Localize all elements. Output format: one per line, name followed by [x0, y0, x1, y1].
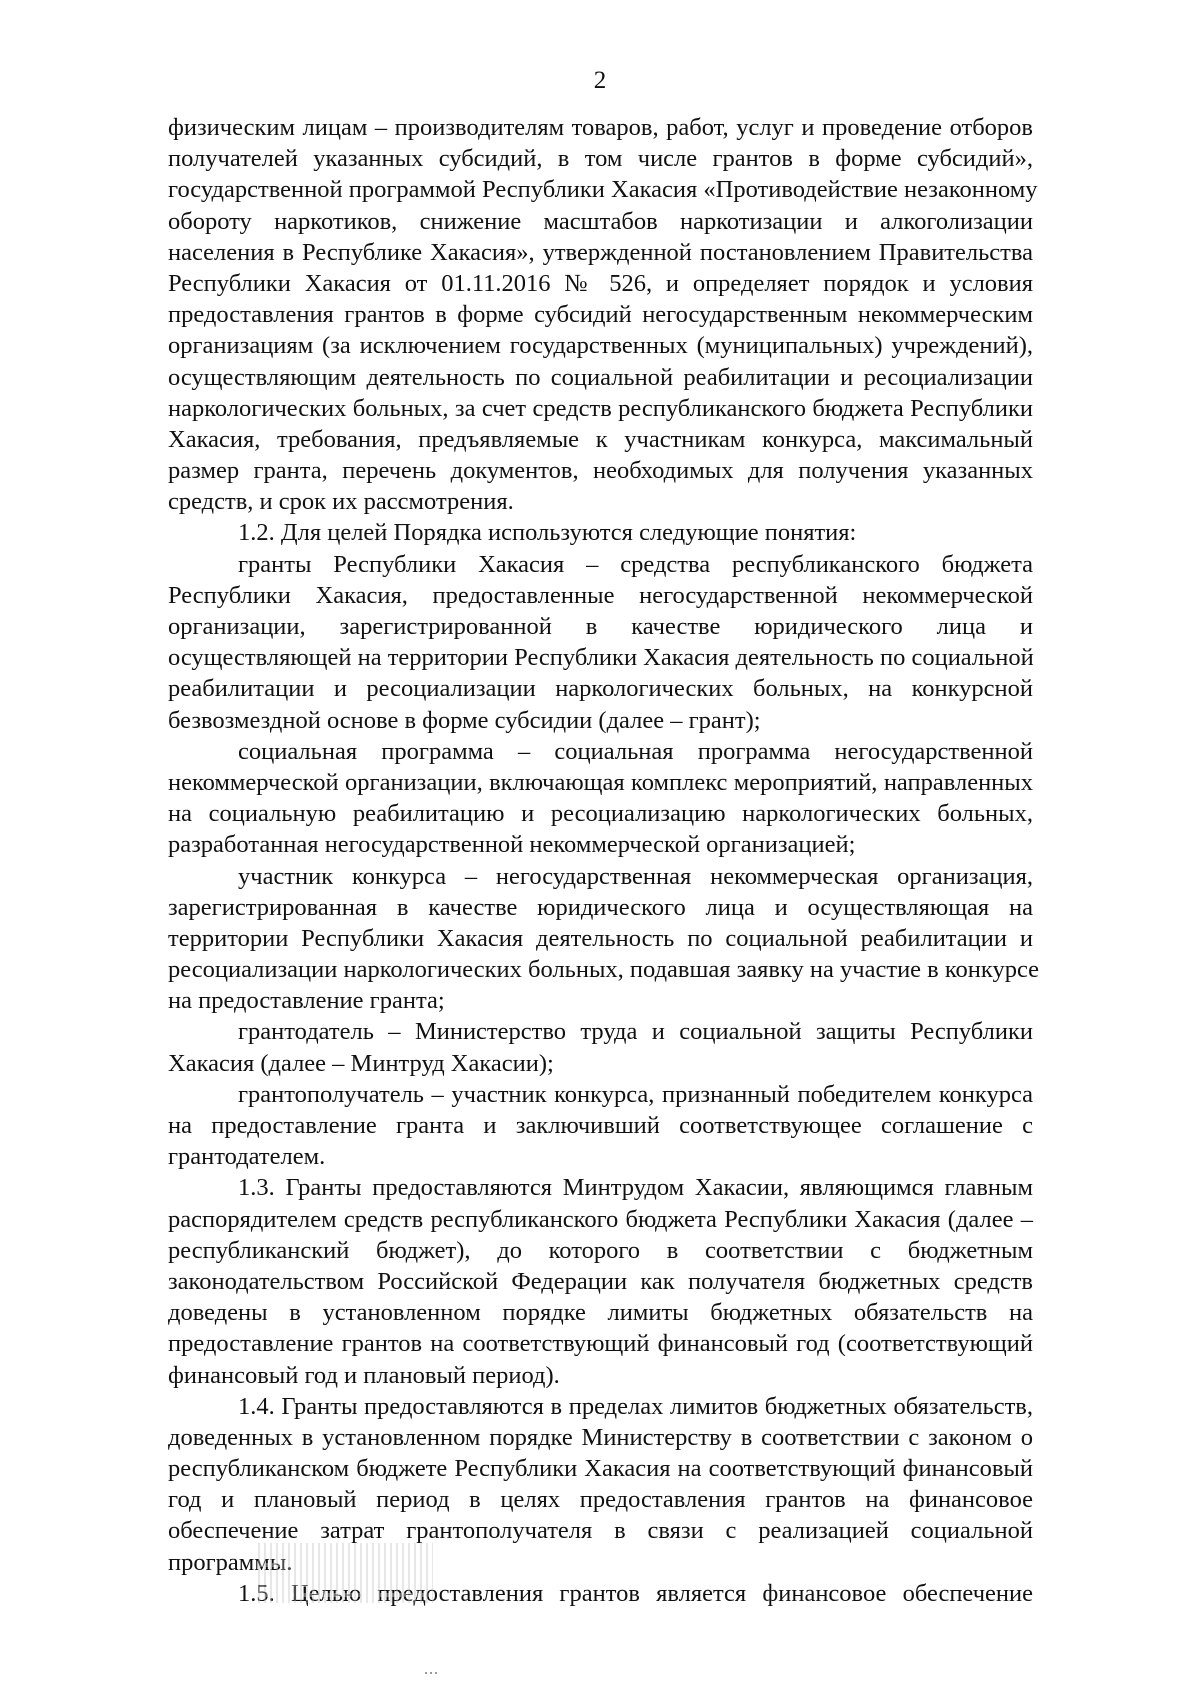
text-line: предоставление грантов на соответствующий финансовый год (соответствующий	[168, 1330, 1033, 1358]
text-line: осуществляющим деятельность по социальной реабилитации и ресоциализации	[168, 363, 1033, 391]
scan-artifact	[258, 1543, 433, 1603]
text-line: грантополучатель – участник конкурса, признанный победителем конкурса	[238, 1080, 1033, 1108]
text-line: предоставления грантов в форме субсидий негосударственным некоммерческим	[168, 301, 1033, 329]
text-line: обороту наркотиков, снижение масштабов наркотизации и алкоголизации	[168, 207, 1033, 235]
text-line: грантодатель – Министерство труда и социальной защиты Республики	[238, 1018, 1033, 1046]
text-line: государственной программой Республики Хакасия «Противодействие незаконному	[168, 176, 1038, 204]
text-line: безвозмездной основе в форме субсидии (далее – грант);	[168, 706, 761, 734]
text-line: распорядителем средств республиканского бюджета Республики Хакасия (далее –	[168, 1205, 1033, 1233]
text-line: разработанная негосударственной некоммерческой организацией;	[168, 831, 856, 859]
text-line: размер гранта, перечень документов, необходимых для получения указанных	[168, 457, 1033, 485]
text-line: на социальную реабилитацию и ресоциализацию наркологических больных,	[168, 800, 1033, 828]
text-line: обеспечение затрат грантополучателя в связи с реализацией социальной	[168, 1517, 1033, 1545]
text-line: 1.4. Гранты предоставляются в пределах лимитов бюджетных обязательств,	[238, 1392, 1033, 1420]
text-line: Республики Хакасия, предоставленные негосударственной некоммерческой	[168, 581, 1033, 609]
text-line: на предоставление гранта;	[168, 987, 445, 1015]
text-line: организации, зарегистрированной в качестве юридического лица и	[168, 613, 1033, 640]
text-line: 1.3. Гранты предоставляются Минтрудом Хакасии, являющимся главным	[238, 1174, 1033, 1202]
text-line: зарегистрированная в качестве юридического лица и осуществляющая на	[168, 893, 1033, 921]
text-line: год и плановый период в целях предоставления грантов на финансовое	[168, 1486, 1033, 1514]
text-line: 1.5. Целью предоставления грантов является финансовое обеспечение	[238, 1579, 1033, 1607]
text-line: реабилитации и ресоциализации наркологических больных, на конкурсной	[168, 675, 1033, 703]
text-line: грантодателем.	[168, 1143, 326, 1171]
text-line: наркологических больных, за счет средств республиканского бюджета Республики	[168, 394, 1033, 422]
text-line: получателей указанных субсидий, в том числе грантов в форме субсидий»,	[168, 145, 1033, 173]
text-line: республиканский бюджет), до которого в соответствии с бюджетным	[168, 1236, 1033, 1264]
text-line: 1.2. Для целей Порядка используются следующие понятия:	[238, 519, 857, 547]
document-body	[168, 112, 1039, 1609]
text-line: Хакасия, требования, предъявляемые к участникам конкурса, максимальный	[168, 425, 1033, 453]
page-number: 2	[593, 67, 607, 94]
text-line: территории Республики Хакасия деятельность по социальной реабилитации и	[168, 924, 1033, 952]
text-line: населения в Республике Хакасия», утвержденной постановлением Правительства	[168, 238, 1033, 266]
text-line: гранты Республики Хакасия – средства республиканского бюджета	[238, 550, 1033, 578]
text-line: законодательством Российской Федерации как получателя бюджетных средств	[168, 1267, 1033, 1295]
text-line: доведены в установленном порядке лимиты бюджетных обязательств на	[168, 1299, 1033, 1327]
text-line: социальная программа – социальная программа негосударственной	[238, 737, 1033, 765]
text-line: программы.	[168, 1548, 293, 1576]
text-line: средств, и срок их рассмотрения.	[168, 488, 514, 516]
text-line: Республики Хакасия от 01.11.2016 № 526, и определяет порядок и условия	[168, 269, 1033, 297]
text-line: Хакасия (далее – Минтруд Хакасии);	[168, 1049, 554, 1077]
text-line: организациям (за исключением государственных (муниципальных) учреждений),	[168, 332, 1033, 360]
text-line: некоммерческой организации, включающая комплекс мероприятий, направленных	[168, 768, 1033, 796]
text-line: физическим лицам – производителям товаров, работ, услуг и проведение отборов	[168, 114, 1033, 141]
text-line: республиканском бюджете Республики Хакасия на соответствующий финансовый	[168, 1455, 1033, 1483]
text-line: доведенных в установленном порядке Министерству в соответствии с законом о	[168, 1423, 1033, 1451]
text-line: осуществляющей на территории Республики Хакасия деятельность по социальной	[168, 644, 1034, 672]
scan-artifact-dots	[425, 1672, 439, 1674]
text-line: ресоциализации наркологических больных, подавшая заявку на участие в конкурсе	[168, 956, 1039, 984]
text-line: финансовый год и плановый период).	[168, 1361, 560, 1389]
text-line: участник конкурса – негосударственная некоммерческая организация,	[238, 862, 1033, 890]
text-line: на предоставление гранта и заключивший соответствующее соглашение с	[168, 1112, 1033, 1139]
